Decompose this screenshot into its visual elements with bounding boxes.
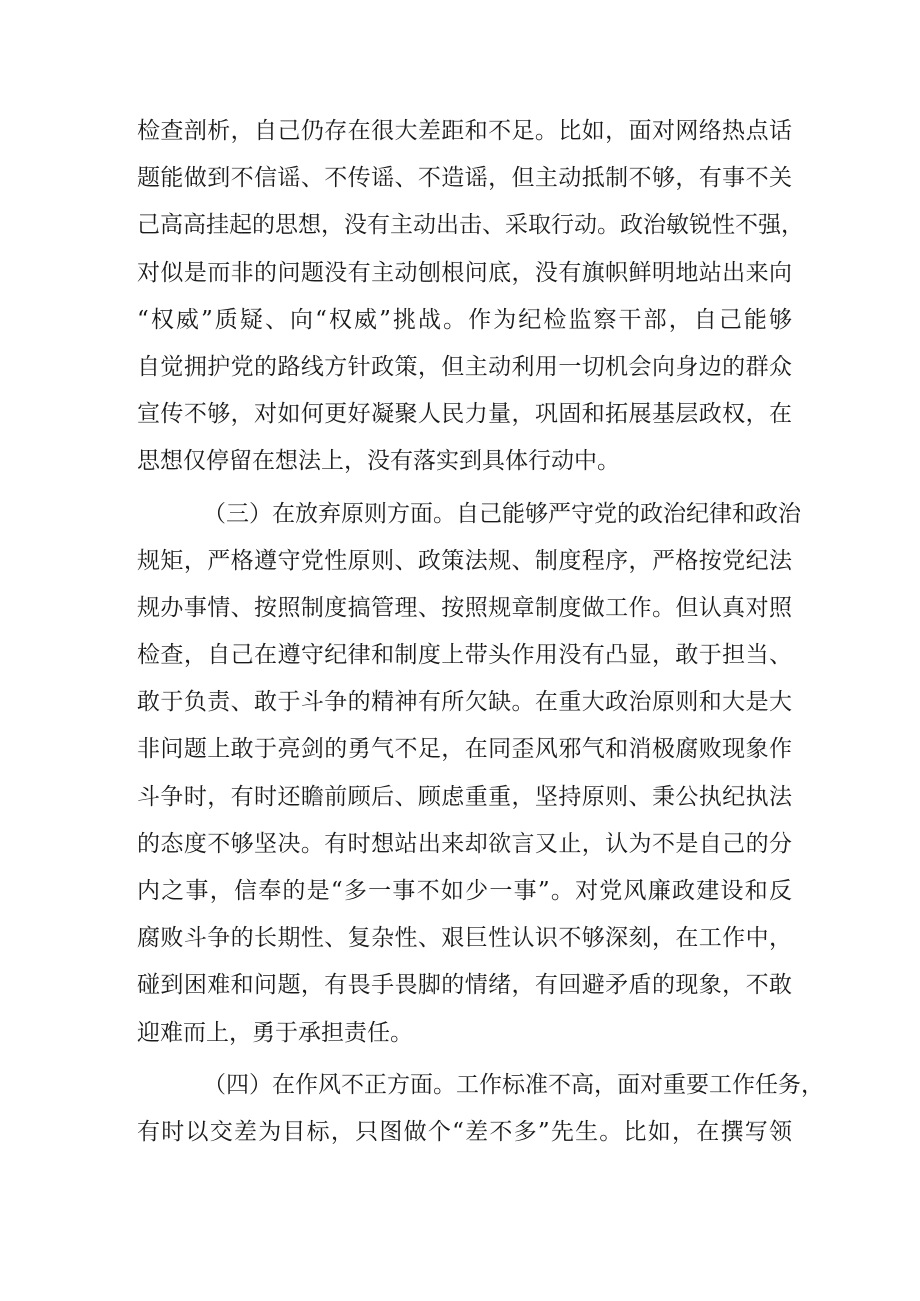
text-line: 思想仅停留在想法上，没有落实到具体行动中。: [137, 448, 620, 475]
text-line: 敢于负责、敢于斗争的精神有所欠缺。在重大政治原则和大是大: [137, 689, 792, 716]
text-line: 碰到困难和问题，有畏手畏脚的情绪，有回避矛盾的现象，不敢: [137, 972, 792, 999]
text-line: 检查，自己在遵守纪律和制度上带头作用没有凸显，敢于担当、: [137, 642, 792, 669]
text-line: 对似是而非的问题没有主动刨根问底，没有旗帜鲜明地站出来向: [137, 259, 792, 286]
text-line: 规办事情、按照制度搞管理、按照规章制度做工作。但认真对照: [137, 594, 792, 621]
text-line: 自觉拥护党的路线方针政策，但主动利用一切机会向身边的群众: [137, 353, 792, 380]
text-line: 的态度不够坚决。有时想站出来却欲言又止，认为不是自己的分: [137, 830, 792, 857]
text-line: 内之事，信奉的是“多一事不如少一事”。对党风廉政建设和反: [137, 878, 792, 904]
text-line: 己高高挂起的思想，没有主动出击、采取行动。政治敏锐性不强，: [137, 212, 804, 239]
text-line: 规矩，严格遵守党性原则、政策法规、制度程序，严格按党纪法: [137, 547, 792, 574]
paragraph: [137, 1062, 824, 1156]
text-line: 有时以交差为目标，只图做个“差不多”先生。比如，在撰写领: [137, 1118, 792, 1145]
document-body: [137, 108, 824, 1156]
text-line: “权威”质疑、向“权威”挑战。作为纪检监察干部，自己能够: [137, 306, 792, 333]
text-line: 斗争时，有时还瞻前顾后、顾虑重重，坚持原则、秉公执纪执法: [137, 783, 792, 810]
text-line: 检查剖析，自己仍存在很大差距和不足。比如，面对网络热点话: [137, 118, 792, 144]
text-line: 题能做到不信谣、不传谣、不造谣，但主动抵制不够，有事不关: [137, 165, 792, 192]
text-line: 腐败斗争的长期性、复杂性、艰巨性认识不够深刻，在工作中，: [137, 925, 792, 952]
text-line: 宣传不够，对如何更好凝聚人民力量，巩固和拓展基层政权，在: [137, 401, 792, 428]
text-line: 非问题上敢于亮剑的勇气不足，在同歪风邪气和消极腐败现象作: [137, 736, 792, 763]
text-line: （四）在作风不正方面。工作标准不高，面对重要工作任务，: [203, 1071, 824, 1098]
paragraph: [137, 491, 801, 1057]
paragraph: [137, 108, 804, 486]
text-line: 迎难而上，勇于承担责任。: [137, 1019, 413, 1046]
text-line: （三）在放弃原则方面。自己能够严守党的政治纪律和政治: [203, 500, 801, 527]
